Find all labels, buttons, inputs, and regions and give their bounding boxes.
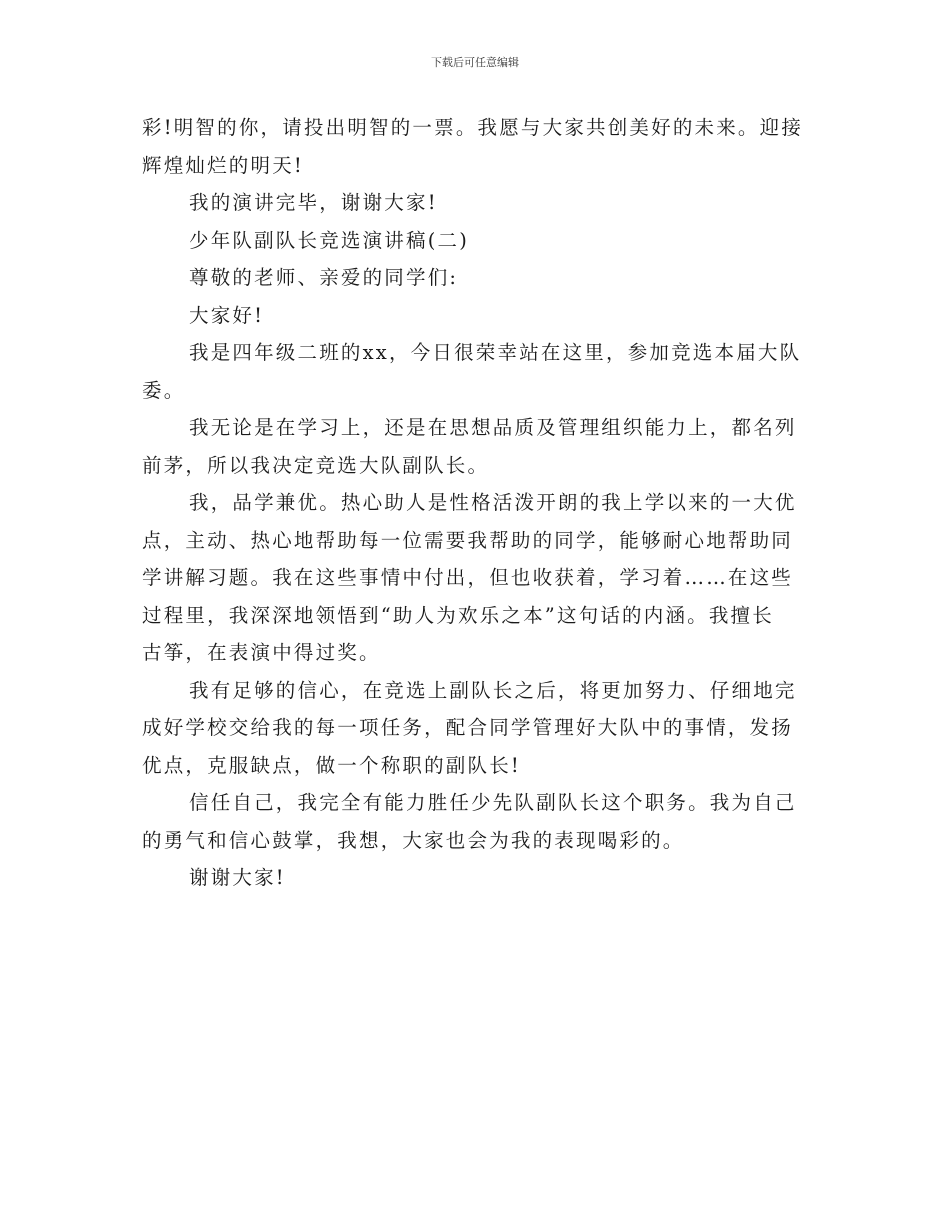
text-line: 古筝，在表演中得过奖。 xyxy=(142,641,381,664)
text-line: 辉煌灿烂的明天! xyxy=(142,153,304,177)
text-line: 我的演讲完毕，谢谢大家! xyxy=(189,191,438,214)
document-body xyxy=(142,109,807,897)
text-line: 委。 xyxy=(142,378,186,402)
text-line: 优点，克服缺点，做一个称职的副队长! xyxy=(142,753,521,777)
text-line: 点，主动、热心地帮助每一位需要我帮助的同学，能够耐心地帮助同 xyxy=(142,528,794,552)
text-line: 过程里，我深深地领悟到“助人为欢乐之本”这句话的内涵。我擅长 xyxy=(142,603,774,627)
text-line: 成好学校交给我的每一项任务，配合同学管理好大队中的事情，发扬 xyxy=(142,716,794,739)
section-title: 少年队副队长竞选演讲稿(二) xyxy=(189,228,470,252)
text-line: 我，品学兼优。热心助人是性格活泼开朗的我上学以来的一大优 xyxy=(189,491,797,514)
salutation: 尊敬的老师、亲爱的同学们: xyxy=(189,266,459,289)
text-line: 的勇气和信心鼓掌，我想，大家也会为我的表现喝彩的。 xyxy=(142,828,685,852)
text-line: 信任自己，我完全有能力胜任少先队副队长这个职务。我为自己 xyxy=(189,791,797,814)
text-line: 学讲解习题。我在这些事情中付出，但也收获着，学习着……在这些 xyxy=(142,566,794,589)
text-line: 彩!明智的你，请投出明智的一票。我愿与大家共创美好的未来。迎接 xyxy=(142,116,804,139)
closing-line: 谢谢大家! xyxy=(189,866,286,889)
greeting: 大家好! xyxy=(189,303,265,327)
page-header-note: 下载后可任意编辑 xyxy=(431,56,519,69)
text-line: 我是四年级二班的xx，今日很荣幸站在这里，参加竞选本届大队 xyxy=(189,341,802,364)
text-line: 我无论是在学习上，还是在思想品质及管理组织能力上，都名列 xyxy=(189,416,797,439)
text-line: 前茅，所以我决定竞选大队副队长。 xyxy=(142,453,490,477)
text-line: 我有足够的信心，在竞选上副队长之后，将更加努力、仔细地完 xyxy=(189,678,797,702)
